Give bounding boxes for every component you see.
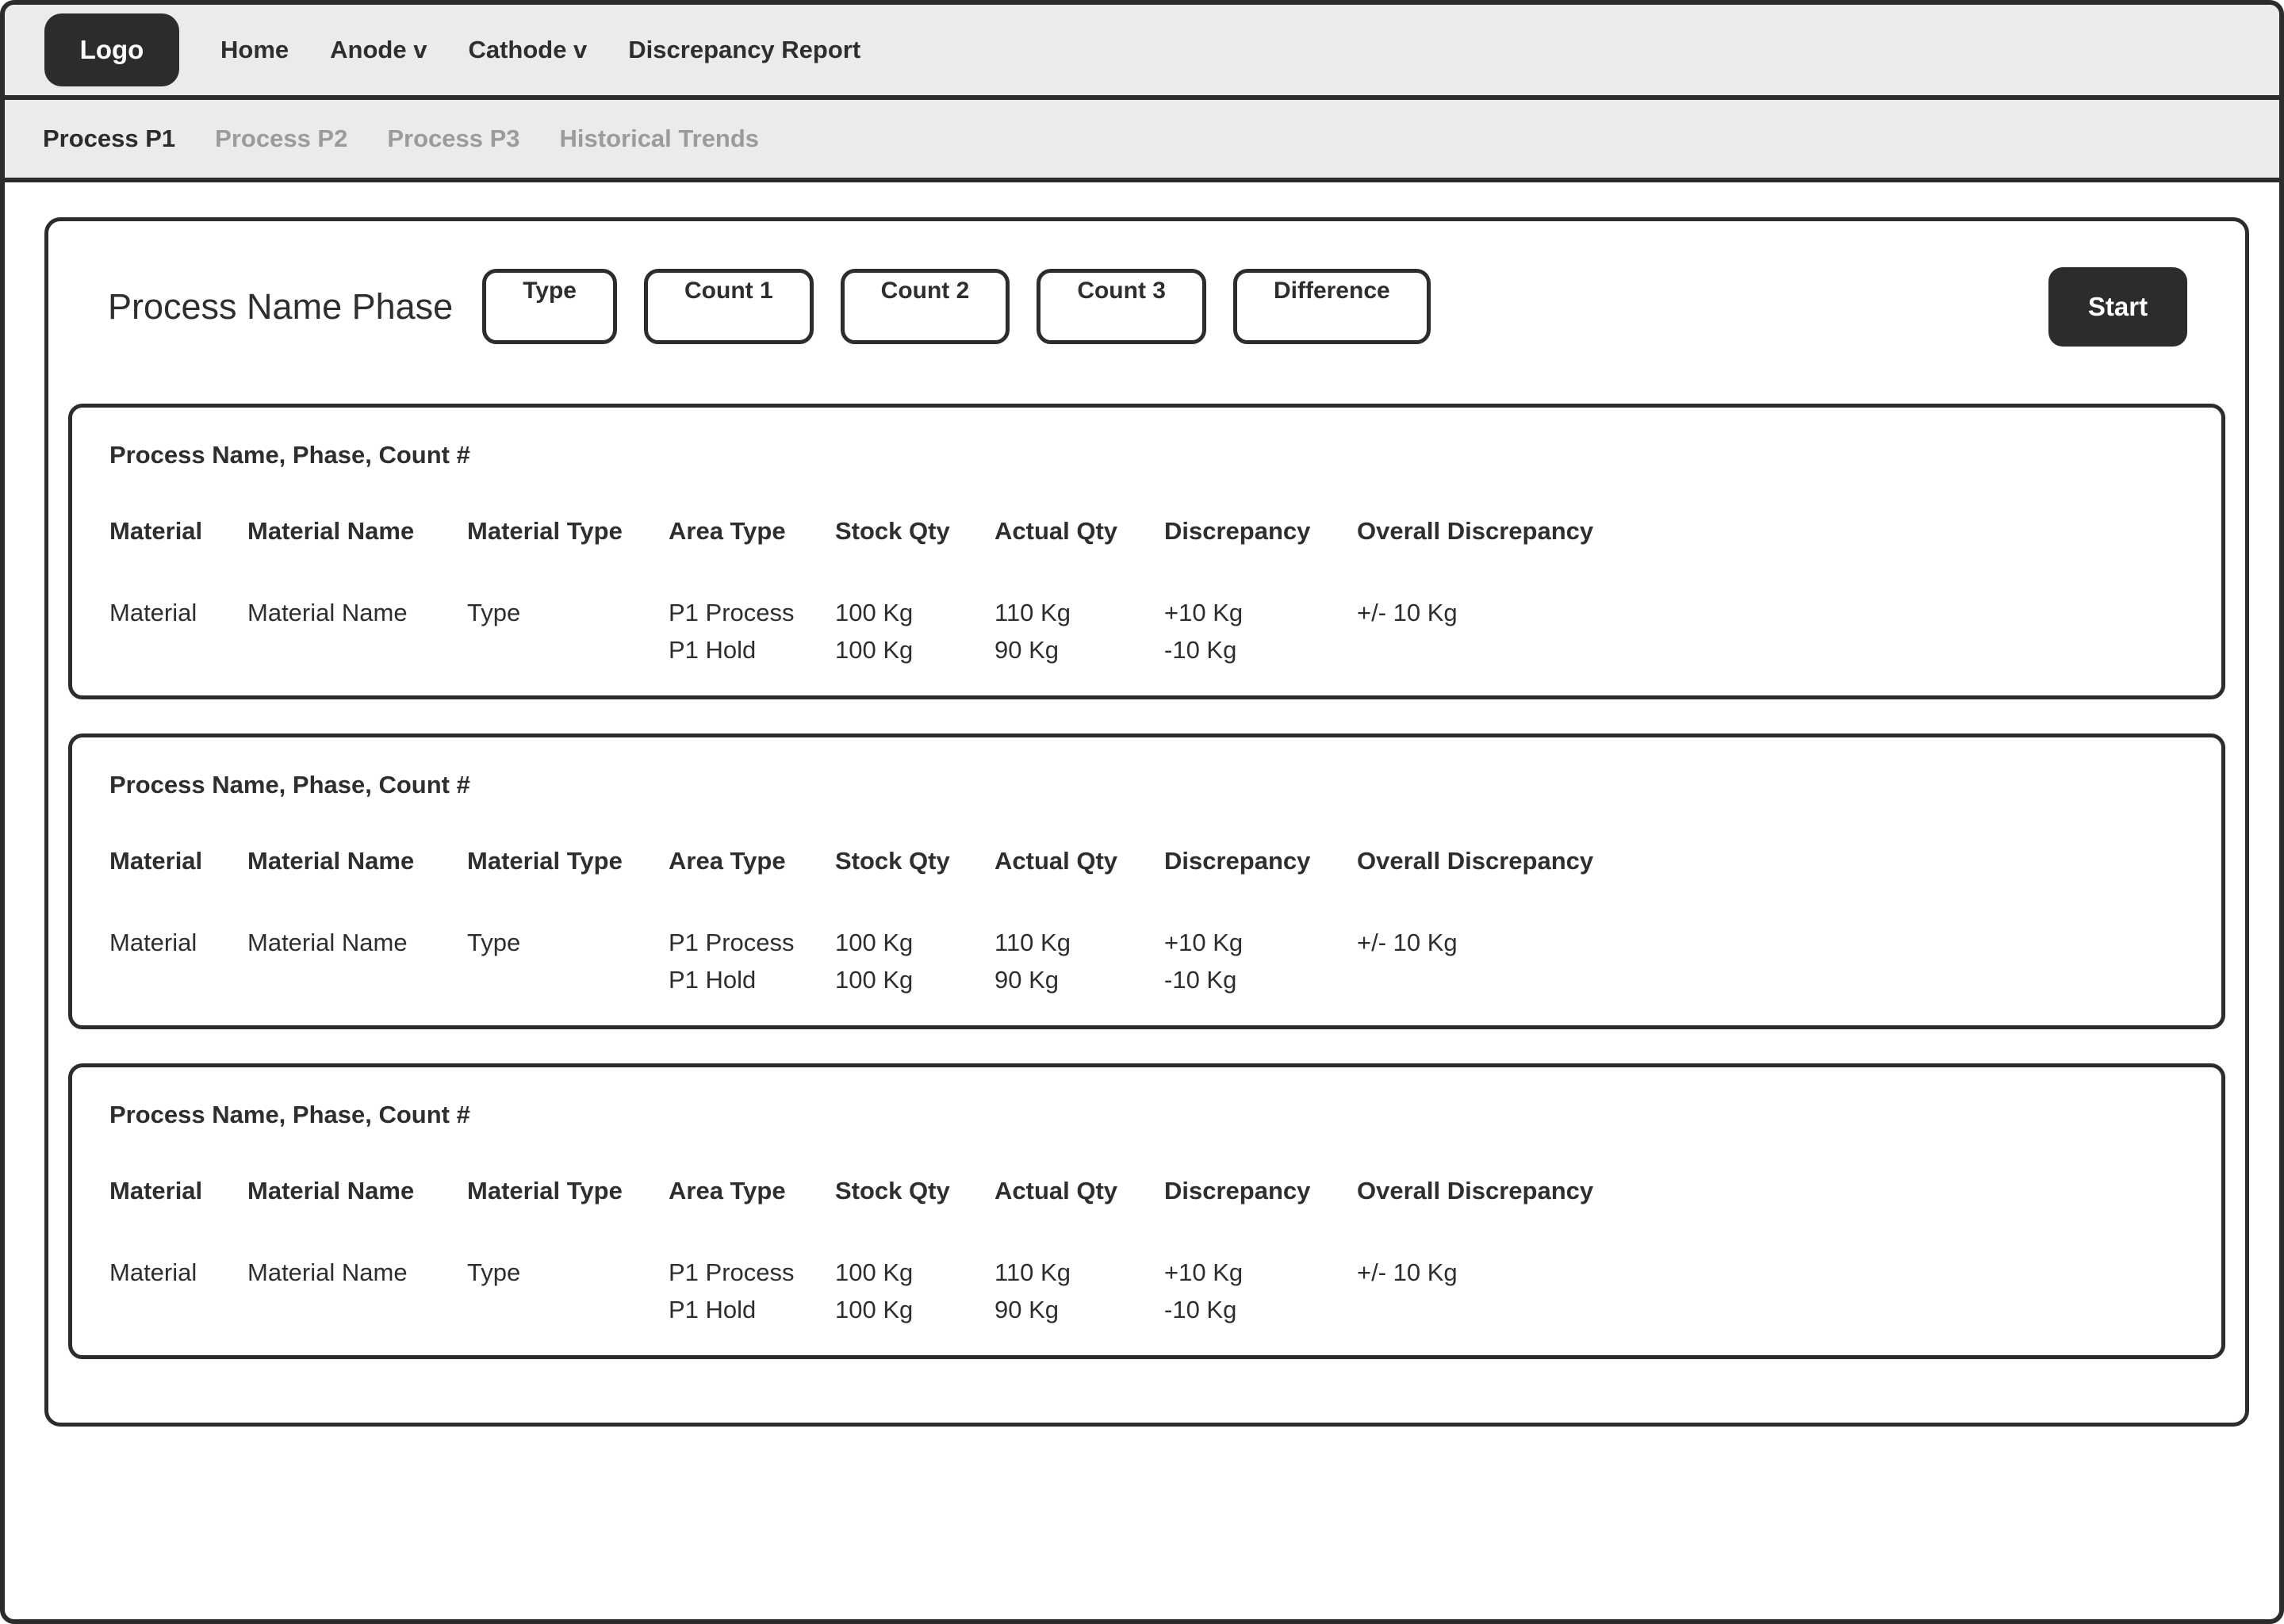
cards-container xyxy=(68,404,2225,1359)
column-header-material-name: Material Name xyxy=(247,517,415,545)
actual-qty-line-1: 110 Kg xyxy=(994,1258,1071,1286)
filter-button-group xyxy=(482,269,1430,344)
count-2-button[interactable]: Count 2 xyxy=(841,269,1010,344)
top-nav xyxy=(5,5,2279,100)
column-header-stock-qty: Stock Qty xyxy=(835,517,950,545)
stock-qty-line-2: 100 Kg xyxy=(835,636,914,664)
process-count-card xyxy=(68,404,2225,699)
area-type-line-2: P1 Hold xyxy=(669,1296,757,1323)
area-type-line-1: P1 Process xyxy=(669,929,795,956)
cell-stock-qty xyxy=(835,924,994,998)
column-header-material: Material xyxy=(109,847,203,875)
tab-historical-trends[interactable]: Historical Trends xyxy=(559,124,760,152)
actual-qty-line-2: 90 Kg xyxy=(994,1296,1060,1323)
cell-area-type xyxy=(669,924,835,998)
card-title: Process Name, Phase, Count # xyxy=(109,1101,470,1128)
logo-button[interactable]: Logo xyxy=(44,13,179,86)
card-title: Process Name, Phase, Count # xyxy=(109,771,470,799)
tab-process-p1[interactable]: Process P1 xyxy=(43,124,176,152)
area-type-line-1: P1 Process xyxy=(669,1258,795,1286)
process-panel xyxy=(44,217,2249,1427)
process-count-card xyxy=(68,1063,2225,1359)
stock-qty-line-2: 100 Kg xyxy=(835,1296,914,1323)
cell-material-type: Type xyxy=(467,1258,521,1286)
tab-process-p2[interactable]: Process P2 xyxy=(215,124,348,152)
discrepancy-line-2: -10 Kg xyxy=(1164,636,1237,664)
stock-qty-line-1: 100 Kg xyxy=(835,929,914,956)
discrepancy-line-2: -10 Kg xyxy=(1164,1296,1237,1323)
area-type-line-2: P1 Hold xyxy=(669,966,757,994)
column-header-material-type: Material Type xyxy=(467,517,623,545)
column-header-material: Material xyxy=(109,517,203,545)
column-header-overall-discrepancy: Overall Discrepancy xyxy=(1357,1177,1594,1205)
actual-qty-line-2: 90 Kg xyxy=(994,636,1060,664)
cell-material-type: Type xyxy=(467,599,521,626)
cell-material-type: Type xyxy=(467,929,521,956)
cell-discrepancy xyxy=(1164,594,1357,668)
area-type-line-1: P1 Process xyxy=(669,599,795,626)
cell-actual-qty xyxy=(994,924,1164,998)
nav-item-anode-dropdown[interactable]: Anode v xyxy=(330,36,427,63)
column-header-area-type: Area Type xyxy=(669,517,786,545)
column-header-discrepancy: Discrepancy xyxy=(1164,1177,1311,1205)
column-header-area-type: Area Type xyxy=(669,847,786,875)
discrepancy-line-1: +10 Kg xyxy=(1164,1258,1244,1286)
discrepancy-line-1: +10 Kg xyxy=(1164,599,1244,626)
process-count-card xyxy=(68,733,2225,1029)
column-header-stock-qty: Stock Qty xyxy=(835,847,950,875)
cell-discrepancy xyxy=(1164,924,1357,998)
cell-material: Material xyxy=(109,1258,197,1286)
column-header-material-type: Material Type xyxy=(467,1177,623,1205)
cell-overall-discrepancy: +/- 10 Kg xyxy=(1357,599,1458,626)
cell-area-type xyxy=(669,1254,835,1328)
count-3-button[interactable]: Count 3 xyxy=(1037,269,1206,344)
cell-material-name: Material Name xyxy=(247,1258,408,1286)
actual-qty-line-2: 90 Kg xyxy=(994,966,1060,994)
column-header-actual-qty: Actual Qty xyxy=(994,847,1118,875)
column-header-material-name: Material Name xyxy=(247,847,415,875)
cell-stock-qty xyxy=(835,594,994,668)
cell-stock-qty xyxy=(835,1254,994,1328)
nav-item-home[interactable]: Home xyxy=(220,36,289,63)
column-header-area-type: Area Type xyxy=(669,1177,786,1205)
discrepancy-line-2: -10 Kg xyxy=(1164,966,1237,994)
column-header-material-type: Material Type xyxy=(467,847,623,875)
cell-area-type xyxy=(669,594,835,668)
table-header-row xyxy=(109,517,2221,546)
cell-material-name: Material Name xyxy=(247,929,408,956)
table-header-row xyxy=(109,1177,2221,1205)
table-row xyxy=(109,1254,2221,1328)
cell-discrepancy xyxy=(1164,1254,1357,1328)
cell-material: Material xyxy=(109,929,197,956)
stock-qty-line-2: 100 Kg xyxy=(835,966,914,994)
column-header-discrepancy: Discrepancy xyxy=(1164,847,1311,875)
process-tabs xyxy=(5,100,2279,182)
column-header-overall-discrepancy: Overall Discrepancy xyxy=(1357,847,1594,875)
table-row xyxy=(109,924,2221,998)
difference-button[interactable]: Difference xyxy=(1233,269,1431,344)
column-header-stock-qty: Stock Qty xyxy=(835,1177,950,1205)
panel-header xyxy=(108,269,2187,344)
table-header-row xyxy=(109,847,2221,875)
nav-item-cathode-dropdown[interactable]: Cathode v xyxy=(468,36,588,63)
column-header-actual-qty: Actual Qty xyxy=(994,517,1118,545)
cell-actual-qty xyxy=(994,594,1164,668)
page-title: Process Name Phase xyxy=(108,285,454,327)
column-header-discrepancy: Discrepancy xyxy=(1164,517,1311,545)
column-header-actual-qty: Actual Qty xyxy=(994,1177,1118,1205)
tab-process-p3[interactable]: Process P3 xyxy=(387,124,520,152)
column-header-material-name: Material Name xyxy=(247,1177,415,1205)
cell-overall-discrepancy: +/- 10 Kg xyxy=(1357,1258,1458,1286)
nav-item-discrepancy-report[interactable]: Discrepancy Report xyxy=(628,36,861,63)
column-header-material: Material xyxy=(109,1177,203,1205)
area-type-line-2: P1 Hold xyxy=(669,636,757,664)
stock-qty-line-1: 100 Kg xyxy=(835,599,914,626)
cell-overall-discrepancy: +/- 10 Kg xyxy=(1357,929,1458,956)
cell-material: Material xyxy=(109,599,197,626)
stock-qty-line-1: 100 Kg xyxy=(835,1258,914,1286)
type-button[interactable]: Type xyxy=(482,269,617,344)
column-header-overall-discrepancy: Overall Discrepancy xyxy=(1357,517,1594,545)
count-1-button[interactable]: Count 1 xyxy=(644,269,814,344)
actual-qty-line-1: 110 Kg xyxy=(994,599,1071,626)
start-button[interactable]: Start xyxy=(2048,267,2187,347)
cell-actual-qty xyxy=(994,1254,1164,1328)
cell-material-name: Material Name xyxy=(247,599,408,626)
card-title: Process Name, Phase, Count # xyxy=(109,441,470,469)
table-row xyxy=(109,594,2221,668)
actual-qty-line-1: 110 Kg xyxy=(994,929,1071,956)
discrepancy-line-1: +10 Kg xyxy=(1164,929,1244,956)
